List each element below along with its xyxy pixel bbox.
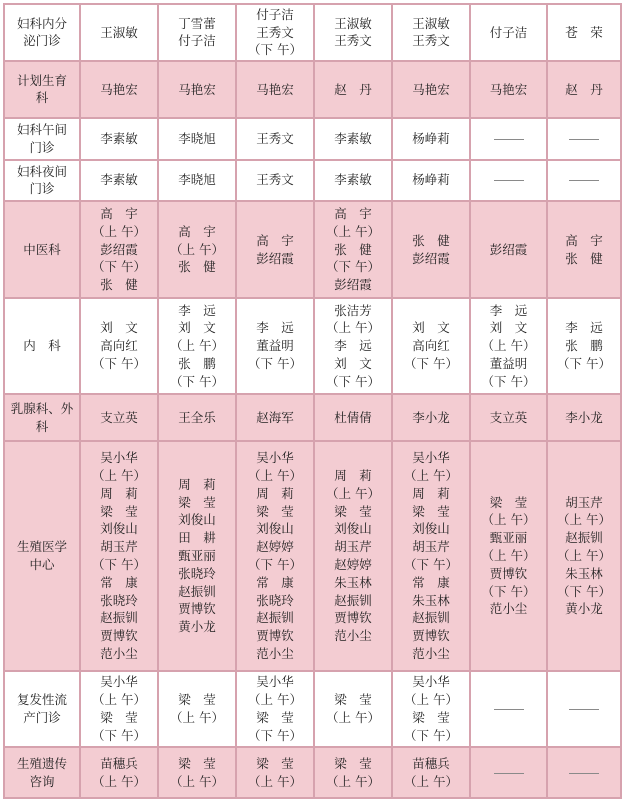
doctor-entry: 梁 莹 bbox=[412, 503, 450, 519]
doctor-entry: 朱玉林 bbox=[412, 592, 450, 608]
doctor-entry: 彭绍霞 bbox=[412, 250, 450, 266]
doctor-entry: （下 午） bbox=[248, 556, 302, 572]
doctor-entry: 刘 文 bbox=[334, 355, 372, 371]
doctor-entry: 苗穗兵 bbox=[100, 755, 138, 771]
schedule-cell bbox=[548, 161, 622, 203]
schedule-cell bbox=[315, 395, 393, 442]
doctor-entry: （下 午） bbox=[326, 259, 380, 275]
doctor-entry: 刘俊山 bbox=[178, 512, 216, 528]
doctor-entry: 贾博钦 bbox=[100, 628, 138, 644]
department-name-line: 妇科内分 bbox=[16, 15, 67, 31]
schedule-cell bbox=[159, 62, 237, 119]
doctor-entry: （上 午） bbox=[326, 773, 380, 789]
clinic-schedule-table bbox=[3, 3, 622, 799]
empty-dash bbox=[569, 709, 599, 710]
doctor-entry: 付子洁 bbox=[178, 33, 216, 49]
doctor-entry: 李素敏 bbox=[100, 130, 138, 146]
schedule-cell bbox=[548, 748, 622, 799]
doctor-entry: （上 午） bbox=[248, 467, 302, 483]
doctor-entry: 付子洁 bbox=[256, 6, 294, 22]
doctor-entry: 梁 莹 bbox=[334, 503, 372, 519]
schedule-cell bbox=[471, 202, 548, 299]
doctor-entry: （下 午） bbox=[481, 373, 536, 389]
schedule-cell bbox=[393, 161, 471, 203]
doctor-entry: 刘 文 bbox=[100, 320, 138, 336]
doctor-entry: 范小尘 bbox=[489, 601, 528, 617]
doctor-entry: 胡玉芹 bbox=[412, 539, 450, 555]
doctor-entry: 李素敏 bbox=[334, 130, 372, 146]
doctor-entry: 丁雪蕾 bbox=[178, 15, 216, 31]
doctor-entry: （下 午） bbox=[92, 556, 146, 572]
doctor-entry: 张晓玲 bbox=[100, 592, 138, 608]
schedule-cell bbox=[81, 119, 159, 161]
doctor-entry: 李晓旭 bbox=[178, 172, 216, 188]
schedule-cell bbox=[315, 442, 393, 672]
schedule-cell bbox=[159, 672, 237, 748]
row-gyn-night bbox=[3, 161, 622, 203]
doctor-entry: 田 耕 bbox=[178, 530, 216, 546]
doctor-entry: 彭绍霞 bbox=[100, 241, 138, 257]
schedule-cell bbox=[393, 442, 471, 672]
doctor-entry: （上 午） bbox=[326, 709, 380, 725]
doctor-entry: 高向红 bbox=[412, 338, 450, 354]
doctor-entry: （下 午） bbox=[326, 373, 380, 389]
doctor-entry: 梁 莹 bbox=[489, 494, 528, 510]
schedule-cell bbox=[471, 395, 548, 442]
doctor-entry: 高 宇 bbox=[334, 206, 372, 221]
doctor-entry: （下 午） bbox=[92, 259, 146, 275]
doctor-entry: 王秀文 bbox=[256, 24, 294, 40]
doctor-entry: 李 远 bbox=[565, 320, 603, 336]
doctor-entry: 苍 荣 bbox=[565, 24, 603, 40]
doctor-entry: 范小尘 bbox=[334, 628, 372, 644]
doctor-entry: 常 康 bbox=[256, 574, 294, 590]
doctor-entry: 赵 丹 bbox=[565, 81, 603, 97]
doctor-entry: 赵婷婷 bbox=[334, 556, 372, 572]
doctor-entry: 王秀文 bbox=[256, 172, 294, 188]
doctor-entry: 朱玉林 bbox=[565, 565, 603, 581]
doctor-entry: （上 午） bbox=[404, 467, 458, 483]
doctor-entry: 吴小华 bbox=[412, 450, 450, 466]
row-header bbox=[3, 3, 622, 62]
schedule-cell bbox=[81, 299, 159, 396]
doctor-entry: 董益明 bbox=[256, 338, 294, 354]
doctor-entry: （上 午） bbox=[404, 773, 458, 789]
doctor-entry: （下 午） bbox=[92, 355, 146, 371]
doctor-entry: 刘 文 bbox=[489, 320, 528, 336]
schedule-cell bbox=[393, 748, 471, 799]
doctor-entry: 朱玉林 bbox=[334, 574, 372, 590]
doctor-entry: 赵振钏 bbox=[256, 610, 294, 626]
schedule-cell bbox=[471, 748, 548, 799]
schedule-cell bbox=[237, 442, 315, 672]
doctor-entry: 胡玉芹 bbox=[100, 539, 138, 555]
doctor-entry: 梁 莹 bbox=[334, 755, 372, 771]
doctor-entry: （上 午） bbox=[326, 223, 380, 239]
schedule-body bbox=[3, 3, 622, 799]
doctor-entry: 李素敏 bbox=[100, 172, 138, 188]
schedule-cell bbox=[471, 299, 548, 396]
doctor-entry: 梁 莹 bbox=[100, 709, 138, 725]
schedule-cell bbox=[393, 299, 471, 396]
doctor-entry: （上 午） bbox=[481, 548, 536, 564]
doctor-entry: 梁 莹 bbox=[334, 692, 372, 708]
schedule-cell bbox=[471, 3, 548, 62]
doctor-entry: 胡玉芹 bbox=[565, 494, 603, 510]
doctor-entry: （上 午） bbox=[92, 773, 146, 789]
department-label bbox=[3, 62, 81, 119]
row-tcm bbox=[3, 202, 622, 299]
doctor-entry: 梁 莹 bbox=[178, 494, 216, 510]
doctor-entry: 贾博钦 bbox=[334, 610, 372, 626]
doctor-entry: 吴小华 bbox=[256, 674, 294, 690]
empty-dash bbox=[494, 180, 524, 181]
doctor-entry: 赵振钏 bbox=[565, 530, 603, 546]
row-family-planning bbox=[3, 62, 622, 119]
department-name-line: 科 bbox=[35, 418, 49, 434]
doctor-entry: 周 莉 bbox=[256, 485, 294, 501]
doctor-entry: 甄亚丽 bbox=[489, 530, 528, 546]
doctor-entry: （上 午） bbox=[557, 548, 611, 564]
schedule-cell bbox=[548, 442, 622, 672]
doctor-entry: （下 午） bbox=[557, 355, 611, 371]
doctor-entry: （上 午） bbox=[248, 692, 302, 708]
doctor-entry: 付子洁 bbox=[489, 24, 528, 40]
doctor-entry: 李 远 bbox=[489, 302, 528, 318]
schedule-cell bbox=[471, 442, 548, 672]
empty-dash bbox=[569, 180, 599, 181]
doctor-entry: （上 午） bbox=[326, 320, 380, 336]
doctor-entry: 吴小华 bbox=[100, 674, 138, 690]
doctor-entry: 李小龙 bbox=[565, 409, 603, 425]
schedule-cell bbox=[159, 202, 237, 299]
doctor-entry: 赵振钏 bbox=[412, 610, 450, 626]
empty-dash bbox=[494, 139, 524, 140]
schedule-cell bbox=[159, 748, 237, 799]
doctor-entry: 王秀文 bbox=[256, 130, 294, 146]
schedule-cell bbox=[315, 202, 393, 299]
doctor-entry: （下 午） bbox=[92, 727, 146, 743]
schedule-cell bbox=[393, 395, 471, 442]
schedule-cell bbox=[548, 62, 622, 119]
doctor-entry: 彭绍霞 bbox=[256, 250, 294, 266]
schedule-cell bbox=[81, 161, 159, 203]
schedule-cell bbox=[237, 161, 315, 203]
doctor-entry: 王秀文 bbox=[412, 33, 450, 49]
doctor-entry: 赵振钏 bbox=[334, 592, 372, 608]
empty-dash bbox=[494, 709, 524, 710]
doctor-entry: 王秀文 bbox=[334, 33, 372, 49]
doctor-entry: （下 午） bbox=[557, 583, 611, 599]
schedule-cell bbox=[159, 299, 237, 396]
doctor-entry: 杜倩倩 bbox=[334, 409, 372, 425]
doctor-entry: 支立英 bbox=[100, 409, 138, 425]
doctor-entry: 张 健 bbox=[100, 277, 138, 293]
doctor-entry: 常 康 bbox=[412, 574, 450, 590]
doctor-entry: 张 健 bbox=[565, 250, 603, 266]
doctor-entry: 黄小龙 bbox=[178, 619, 216, 635]
department-name-line: 门诊 bbox=[29, 139, 55, 155]
doctor-entry: 张 健 bbox=[178, 259, 216, 275]
department-label bbox=[3, 119, 81, 161]
row-reproductive-center bbox=[3, 442, 622, 672]
schedule-cell bbox=[471, 62, 548, 119]
doctor-entry: 赵海军 bbox=[256, 409, 294, 425]
doctor-entry: 李 远 bbox=[256, 320, 294, 336]
doctor-entry: 张 鹏 bbox=[178, 355, 216, 371]
doctor-entry: 贾博钦 bbox=[412, 628, 450, 644]
schedule-cell bbox=[81, 62, 159, 119]
doctor-entry: 刘俊山 bbox=[334, 521, 372, 537]
schedule-cell bbox=[237, 299, 315, 396]
row-recurrent-miscarriage bbox=[3, 672, 622, 748]
department-label bbox=[3, 161, 81, 203]
doctor-entry: （上 午） bbox=[481, 512, 536, 528]
schedule-cell bbox=[548, 202, 622, 299]
doctor-entry: 彭绍霞 bbox=[334, 277, 372, 293]
schedule-cell bbox=[81, 672, 159, 748]
schedule-cell bbox=[471, 161, 548, 203]
doctor-entry: 周 莉 bbox=[178, 476, 216, 492]
schedule-cell bbox=[315, 748, 393, 799]
doctor-entry: （下 午） bbox=[170, 373, 224, 389]
schedule-cell bbox=[393, 202, 471, 299]
doctor-entry: 刘 文 bbox=[178, 320, 216, 336]
doctor-entry: 梁 莹 bbox=[178, 755, 216, 771]
doctor-entry: （下 午） bbox=[248, 355, 302, 371]
doctor-entry: 张晓玲 bbox=[178, 565, 216, 581]
schedule-cell bbox=[237, 202, 315, 299]
doctor-entry: 高 宇 bbox=[565, 232, 603, 248]
schedule-cell bbox=[81, 748, 159, 799]
empty-dash bbox=[569, 139, 599, 140]
doctor-entry: 贾博钦 bbox=[489, 565, 528, 581]
schedule-cell bbox=[81, 442, 159, 672]
doctor-entry: （下 午） bbox=[248, 727, 302, 743]
empty-dash bbox=[569, 773, 599, 774]
department-name-line: 妇科夜间 bbox=[16, 163, 67, 179]
doctor-entry: 王全乐 bbox=[178, 409, 216, 425]
doctor-entry: 杨峥莉 bbox=[412, 172, 450, 188]
doctor-entry: 赵 丹 bbox=[334, 81, 372, 97]
doctor-entry: 杨峥莉 bbox=[412, 130, 450, 146]
schedule-cell bbox=[237, 672, 315, 748]
doctor-entry: （上 午） bbox=[92, 692, 146, 708]
schedule-cell bbox=[548, 3, 622, 62]
department-name-line: 科 bbox=[35, 90, 49, 106]
department-name-line: 内 科 bbox=[23, 338, 61, 354]
doctor-entry: 范小尘 bbox=[256, 645, 294, 661]
doctor-entry: 马艳宏 bbox=[100, 81, 138, 97]
doctor-entry: 贾博钦 bbox=[178, 601, 216, 617]
department-name-line: 泌门诊 bbox=[23, 33, 61, 49]
doctor-entry: 张晓玲 bbox=[256, 592, 294, 608]
doctor-entry: 张洁芳 bbox=[334, 302, 372, 318]
schedule-cell bbox=[237, 3, 315, 62]
schedule-cell bbox=[393, 3, 471, 62]
doctor-entry: 赵振钏 bbox=[178, 583, 216, 599]
doctor-entry: （上 午） bbox=[170, 773, 224, 789]
schedule-cell bbox=[315, 119, 393, 161]
schedule-cell bbox=[81, 3, 159, 62]
doctor-entry: 支立英 bbox=[489, 409, 528, 425]
doctor-entry: 刘俊山 bbox=[100, 521, 138, 537]
doctor-entry: 李 远 bbox=[178, 302, 216, 318]
doctor-entry: 马艳宏 bbox=[412, 81, 450, 97]
schedule-cell bbox=[315, 672, 393, 748]
doctor-entry: 梁 莹 bbox=[412, 709, 450, 725]
doctor-entry: （上 午） bbox=[481, 338, 536, 354]
doctor-entry: 黄小龙 bbox=[565, 601, 603, 617]
doctor-entry: 甄亚丽 bbox=[178, 548, 216, 564]
department-label bbox=[3, 442, 81, 672]
department-name-line: 复发性流 bbox=[16, 692, 67, 708]
department-label bbox=[3, 299, 81, 396]
doctor-entry: 高 宇 bbox=[100, 206, 138, 221]
row-gyn-noon bbox=[3, 119, 622, 161]
doctor-entry: 苗穗兵 bbox=[412, 755, 450, 771]
doctor-entry: 彭绍霞 bbox=[489, 241, 528, 257]
schedule-cell bbox=[159, 442, 237, 672]
doctor-entry: 刘俊山 bbox=[256, 521, 294, 537]
doctor-entry: （下 午） bbox=[404, 556, 458, 572]
doctor-entry: 王淑敏 bbox=[100, 24, 138, 40]
doctor-entry: （下 午） bbox=[248, 42, 302, 58]
doctor-entry: 王淑敏 bbox=[334, 15, 372, 31]
department-name-line: 门诊 bbox=[29, 181, 55, 197]
doctor-entry: 董益明 bbox=[489, 355, 528, 371]
row-genetic-counseling bbox=[3, 748, 622, 799]
schedule-cell bbox=[471, 672, 548, 748]
doctor-entry: 赵振钏 bbox=[100, 610, 138, 626]
doctor-entry: 刘俊山 bbox=[412, 521, 450, 537]
doctor-entry: 张 鹏 bbox=[565, 338, 603, 354]
schedule-cell bbox=[159, 3, 237, 62]
doctor-entry: （上 午） bbox=[557, 512, 611, 528]
schedule-cell bbox=[393, 119, 471, 161]
schedule-cell bbox=[159, 119, 237, 161]
doctor-entry: 高 宇 bbox=[256, 232, 294, 248]
doctor-entry: 张 健 bbox=[334, 241, 372, 257]
department-name-line: 中医科 bbox=[23, 241, 61, 257]
department-name-line: 咨询 bbox=[29, 773, 55, 789]
doctor-entry: 马艳宏 bbox=[256, 81, 294, 97]
schedule-cell bbox=[315, 161, 393, 203]
department-name-line: 生殖医学 bbox=[16, 539, 67, 555]
doctor-entry: 李素敏 bbox=[334, 172, 372, 188]
schedule-cell bbox=[393, 672, 471, 748]
schedule-cell bbox=[237, 119, 315, 161]
department-label bbox=[3, 202, 81, 299]
department-name-line: 乳腺科、外 bbox=[10, 400, 74, 416]
schedule-cell bbox=[471, 119, 548, 161]
doctor-entry: 梁 莹 bbox=[256, 755, 294, 771]
doctor-entry: 常 康 bbox=[100, 574, 138, 590]
schedule-cell bbox=[81, 202, 159, 299]
schedule-cell bbox=[548, 672, 622, 748]
department-label bbox=[3, 3, 81, 62]
doctor-entry: 周 莉 bbox=[334, 467, 372, 483]
doctor-entry: 范小尘 bbox=[100, 645, 138, 661]
doctor-entry: 李 远 bbox=[334, 338, 372, 354]
department-name-line: 妇科午间 bbox=[16, 121, 67, 137]
department-name-line: 中心 bbox=[29, 556, 55, 572]
schedule-cell bbox=[81, 395, 159, 442]
department-name-line: 产门诊 bbox=[23, 709, 61, 725]
schedule-cell bbox=[159, 161, 237, 203]
schedule-cell bbox=[237, 395, 315, 442]
schedule-cell bbox=[237, 62, 315, 119]
doctor-entry: 吴小华 bbox=[100, 450, 138, 466]
doctor-entry: 高 宇 bbox=[178, 223, 216, 239]
schedule-cell bbox=[315, 62, 393, 119]
doctor-entry: 梁 莹 bbox=[178, 692, 216, 708]
doctor-entry: （上 午） bbox=[326, 485, 380, 501]
schedule-cell bbox=[548, 119, 622, 161]
doctor-entry: （上 午） bbox=[92, 223, 146, 239]
schedule-cell bbox=[548, 299, 622, 396]
department-label bbox=[3, 748, 81, 799]
doctor-entry: （上 午） bbox=[92, 467, 146, 483]
doctor-entry: 贾博钦 bbox=[256, 628, 294, 644]
schedule-cell bbox=[548, 395, 622, 442]
department-name-line: 计划生育 bbox=[16, 72, 67, 88]
doctor-entry: 刘 文 bbox=[412, 320, 450, 336]
schedule-cell bbox=[393, 62, 471, 119]
doctor-entry: 梁 莹 bbox=[256, 709, 294, 725]
schedule-cell bbox=[315, 3, 393, 62]
doctor-entry: 高向红 bbox=[100, 338, 138, 354]
row-breast-surgery bbox=[3, 395, 622, 442]
schedule-cell bbox=[315, 299, 393, 396]
doctor-entry: 胡玉芹 bbox=[334, 539, 372, 555]
department-name-line: 生殖遗传 bbox=[16, 755, 67, 771]
empty-dash bbox=[494, 773, 524, 774]
department-label bbox=[3, 672, 81, 748]
department-label bbox=[3, 395, 81, 442]
doctor-entry: 张 健 bbox=[412, 232, 450, 248]
doctor-entry: （上 午） bbox=[248, 773, 302, 789]
doctor-entry: （上 午） bbox=[170, 338, 224, 354]
doctor-entry: （上 午） bbox=[170, 709, 224, 725]
doctor-entry: 周 莉 bbox=[412, 485, 450, 501]
row-internal-medicine bbox=[3, 299, 622, 396]
doctor-entry: 梁 莹 bbox=[100, 503, 138, 519]
doctor-entry: （下 午） bbox=[404, 355, 458, 371]
doctor-entry: 周 莉 bbox=[100, 485, 138, 501]
doctor-entry: （上 午） bbox=[170, 241, 224, 257]
doctor-entry: 李小龙 bbox=[412, 409, 450, 425]
doctor-entry: （下 午） bbox=[481, 583, 536, 599]
doctor-entry: 赵婷婷 bbox=[256, 539, 294, 555]
doctor-entry: 吴小华 bbox=[256, 450, 294, 466]
doctor-entry: （上 午） bbox=[404, 692, 458, 708]
schedule-cell bbox=[237, 748, 315, 799]
doctor-entry: 梁 莹 bbox=[256, 503, 294, 519]
doctor-entry: 范小尘 bbox=[412, 645, 450, 661]
doctor-entry: 马艳宏 bbox=[489, 81, 528, 97]
schedule-cell bbox=[159, 395, 237, 442]
doctor-entry: （下 午） bbox=[404, 727, 458, 743]
doctor-entry: 马艳宏 bbox=[178, 81, 216, 97]
doctor-entry: 吴小华 bbox=[412, 674, 450, 690]
doctor-entry: 王淑敏 bbox=[412, 15, 450, 31]
doctor-entry: 李晓旭 bbox=[178, 130, 216, 146]
